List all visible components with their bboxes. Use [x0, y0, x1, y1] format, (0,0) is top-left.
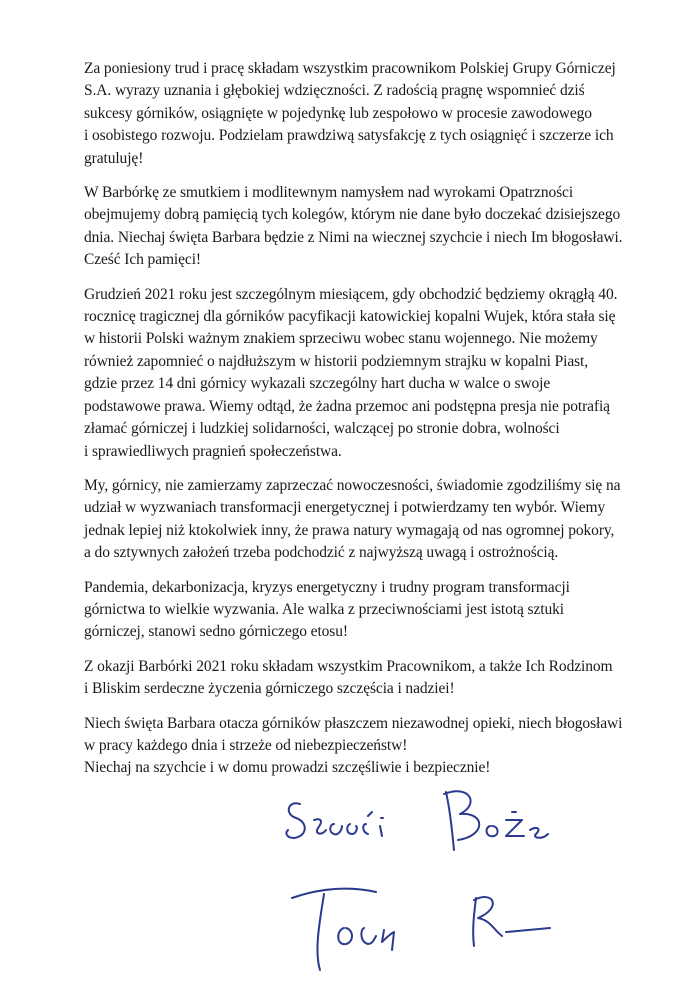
text-line: złamać górniczej i ludzkiej solidarności, walczącej po stronie dobra, wolności: [84, 420, 560, 438]
signature-stroke: [314, 819, 326, 833]
paragraph-challenges: [84, 577, 632, 644]
text-line: Grudzień 2021 roku jest szczególnym miesiącem, gdy obchodzić będziemy okrągłą 40.: [84, 285, 618, 303]
text-line: również zapomnieć o najdłuższym w historii podziemnym strajku w kopalni Piast,: [84, 352, 589, 370]
signature-stroke: [292, 889, 376, 898]
text-line: gratuluję!: [84, 149, 144, 167]
signature-stroke: [530, 828, 548, 838]
signature-strokes: [286, 791, 550, 970]
text-line: udział w wyzwaniach transformacji energetycznej i potwierdzamy ten wybór. Wiemy: [84, 499, 606, 517]
signature-stroke: [474, 897, 502, 936]
text-line: w pracy każdego dnia i strzeże od niebezpieczeństw!: [84, 736, 408, 754]
signature-drawing: [280, 780, 580, 980]
letter-body: [84, 58, 632, 792]
signature-stroke: [380, 826, 382, 836]
signature-stroke: [286, 803, 304, 838]
text-line: Niech święta Barbara otacza górników płaszczem niezawodnej opieki, niech błogosławi: [84, 714, 623, 732]
text-line: obejmujemy dobrą pamięcią tych kolegów, którym nie dane było doczekać dzisiejszego: [84, 206, 621, 224]
text-line: Niechaj na szychcie i w domu prowadzi szczęśliwie i bezpiecznie!: [84, 759, 491, 777]
text-line: Za poniesiony trud i pracę składam wszystkim pracownikom Polskiej Grupy Górniczej: [84, 60, 616, 77]
signature-stroke: [330, 824, 342, 834]
text-line: a do sztywnych założeń trzeba podchodzić z najwyższą uwagą i ostrożnością.: [84, 544, 559, 562]
text-line: W Barbórkę ze smutkiem i modlitewnym namysłem nad wyrokami Opatrzności: [84, 184, 574, 202]
text-line: Cześć Ich pamięci!: [84, 251, 201, 269]
signature-stroke: [487, 826, 498, 836]
text-line: Z okazji Barbórki 2021 roku składam wszystkim Pracownikom, a także Ich Rodzinom: [84, 657, 613, 675]
signature-stroke: [506, 820, 524, 836]
text-line: My, górnicy, nie zamierzamy zaprzeczać nowoczesności, świadomie zgodziliśmy się na: [84, 476, 621, 494]
text-line: dnia. Niechaj święta Barbara będzie z Nimi na wiecznej szychcie i niech Im błogosławi.: [84, 228, 623, 246]
text-line: i osobistego rozwoju. Podzielam prawdziwą satysfakcję z tych osiągnięć i szczerze ich: [84, 127, 614, 145]
text-line: jednak lepiej niż ktokolwiek inny, że prawa natury wymagają od nas ogromnej pokory,: [84, 521, 615, 539]
signature-stroke: [361, 928, 376, 944]
paragraph-wishes: [84, 656, 632, 701]
text-line: gdzie przez 14 dni górnicy wykazali szczególny hart ducha w walce o swoje: [84, 375, 551, 393]
paragraph-anniversary: [84, 284, 632, 463]
paragraph-remembrance: [84, 182, 632, 272]
text-line: Pandemia, dekarbonizacja, kryzys energetyczny i trudny program transformacji: [84, 578, 570, 596]
signature-stroke: [317, 894, 324, 970]
signature-stroke: [382, 930, 394, 950]
paragraph-transformation: [84, 475, 632, 565]
text-line: górnictwa to wielkie wyzwania. Ale walka z przeciwnościami jest istotą sztuki: [84, 600, 564, 618]
signature-stroke: [506, 928, 550, 932]
text-line: podstawowe prawa. Wiemy odtąd, że żadna przemoc ani podstępna presja nie potrafią: [84, 397, 610, 415]
text-line: w historii Polski ważnym znakiem sprzeciwu wobec stanu wojennego. Nie możemy: [84, 330, 598, 348]
paragraph-blessing: [84, 713, 632, 780]
paragraph-thanks: [84, 58, 632, 170]
text-line: rocznicę tragicznej dla górników pacyfikacji katowickiej kopalni Wujek, która stała się: [84, 308, 616, 326]
signature-stroke: [338, 928, 352, 944]
signature-stroke: [473, 898, 476, 946]
signature-stroke: [368, 812, 372, 816]
text-line: i sprawiedliwych pragnień społeczeństwa.: [84, 442, 342, 460]
handwritten-signature: [280, 780, 580, 980]
text-line: i Bliskim serdeczne życzenia górniczego szczęścia i nadziei!: [84, 680, 455, 698]
text-line: S.A. wyrazy uznania i głębokiej wdzięczności. Z radością pragnę wspomnieć dziś: [84, 82, 585, 100]
signature-stroke: [347, 824, 357, 834]
signature-stroke: [363, 824, 368, 834]
signature-stroke: [446, 792, 454, 850]
text-line: sukcesy górników, osiągnięte w pojedynkę lub zespołowo w procesie zawodowego: [84, 104, 592, 122]
text-line: górniczej, stanowi sedno górniczego etosu!: [84, 623, 348, 641]
